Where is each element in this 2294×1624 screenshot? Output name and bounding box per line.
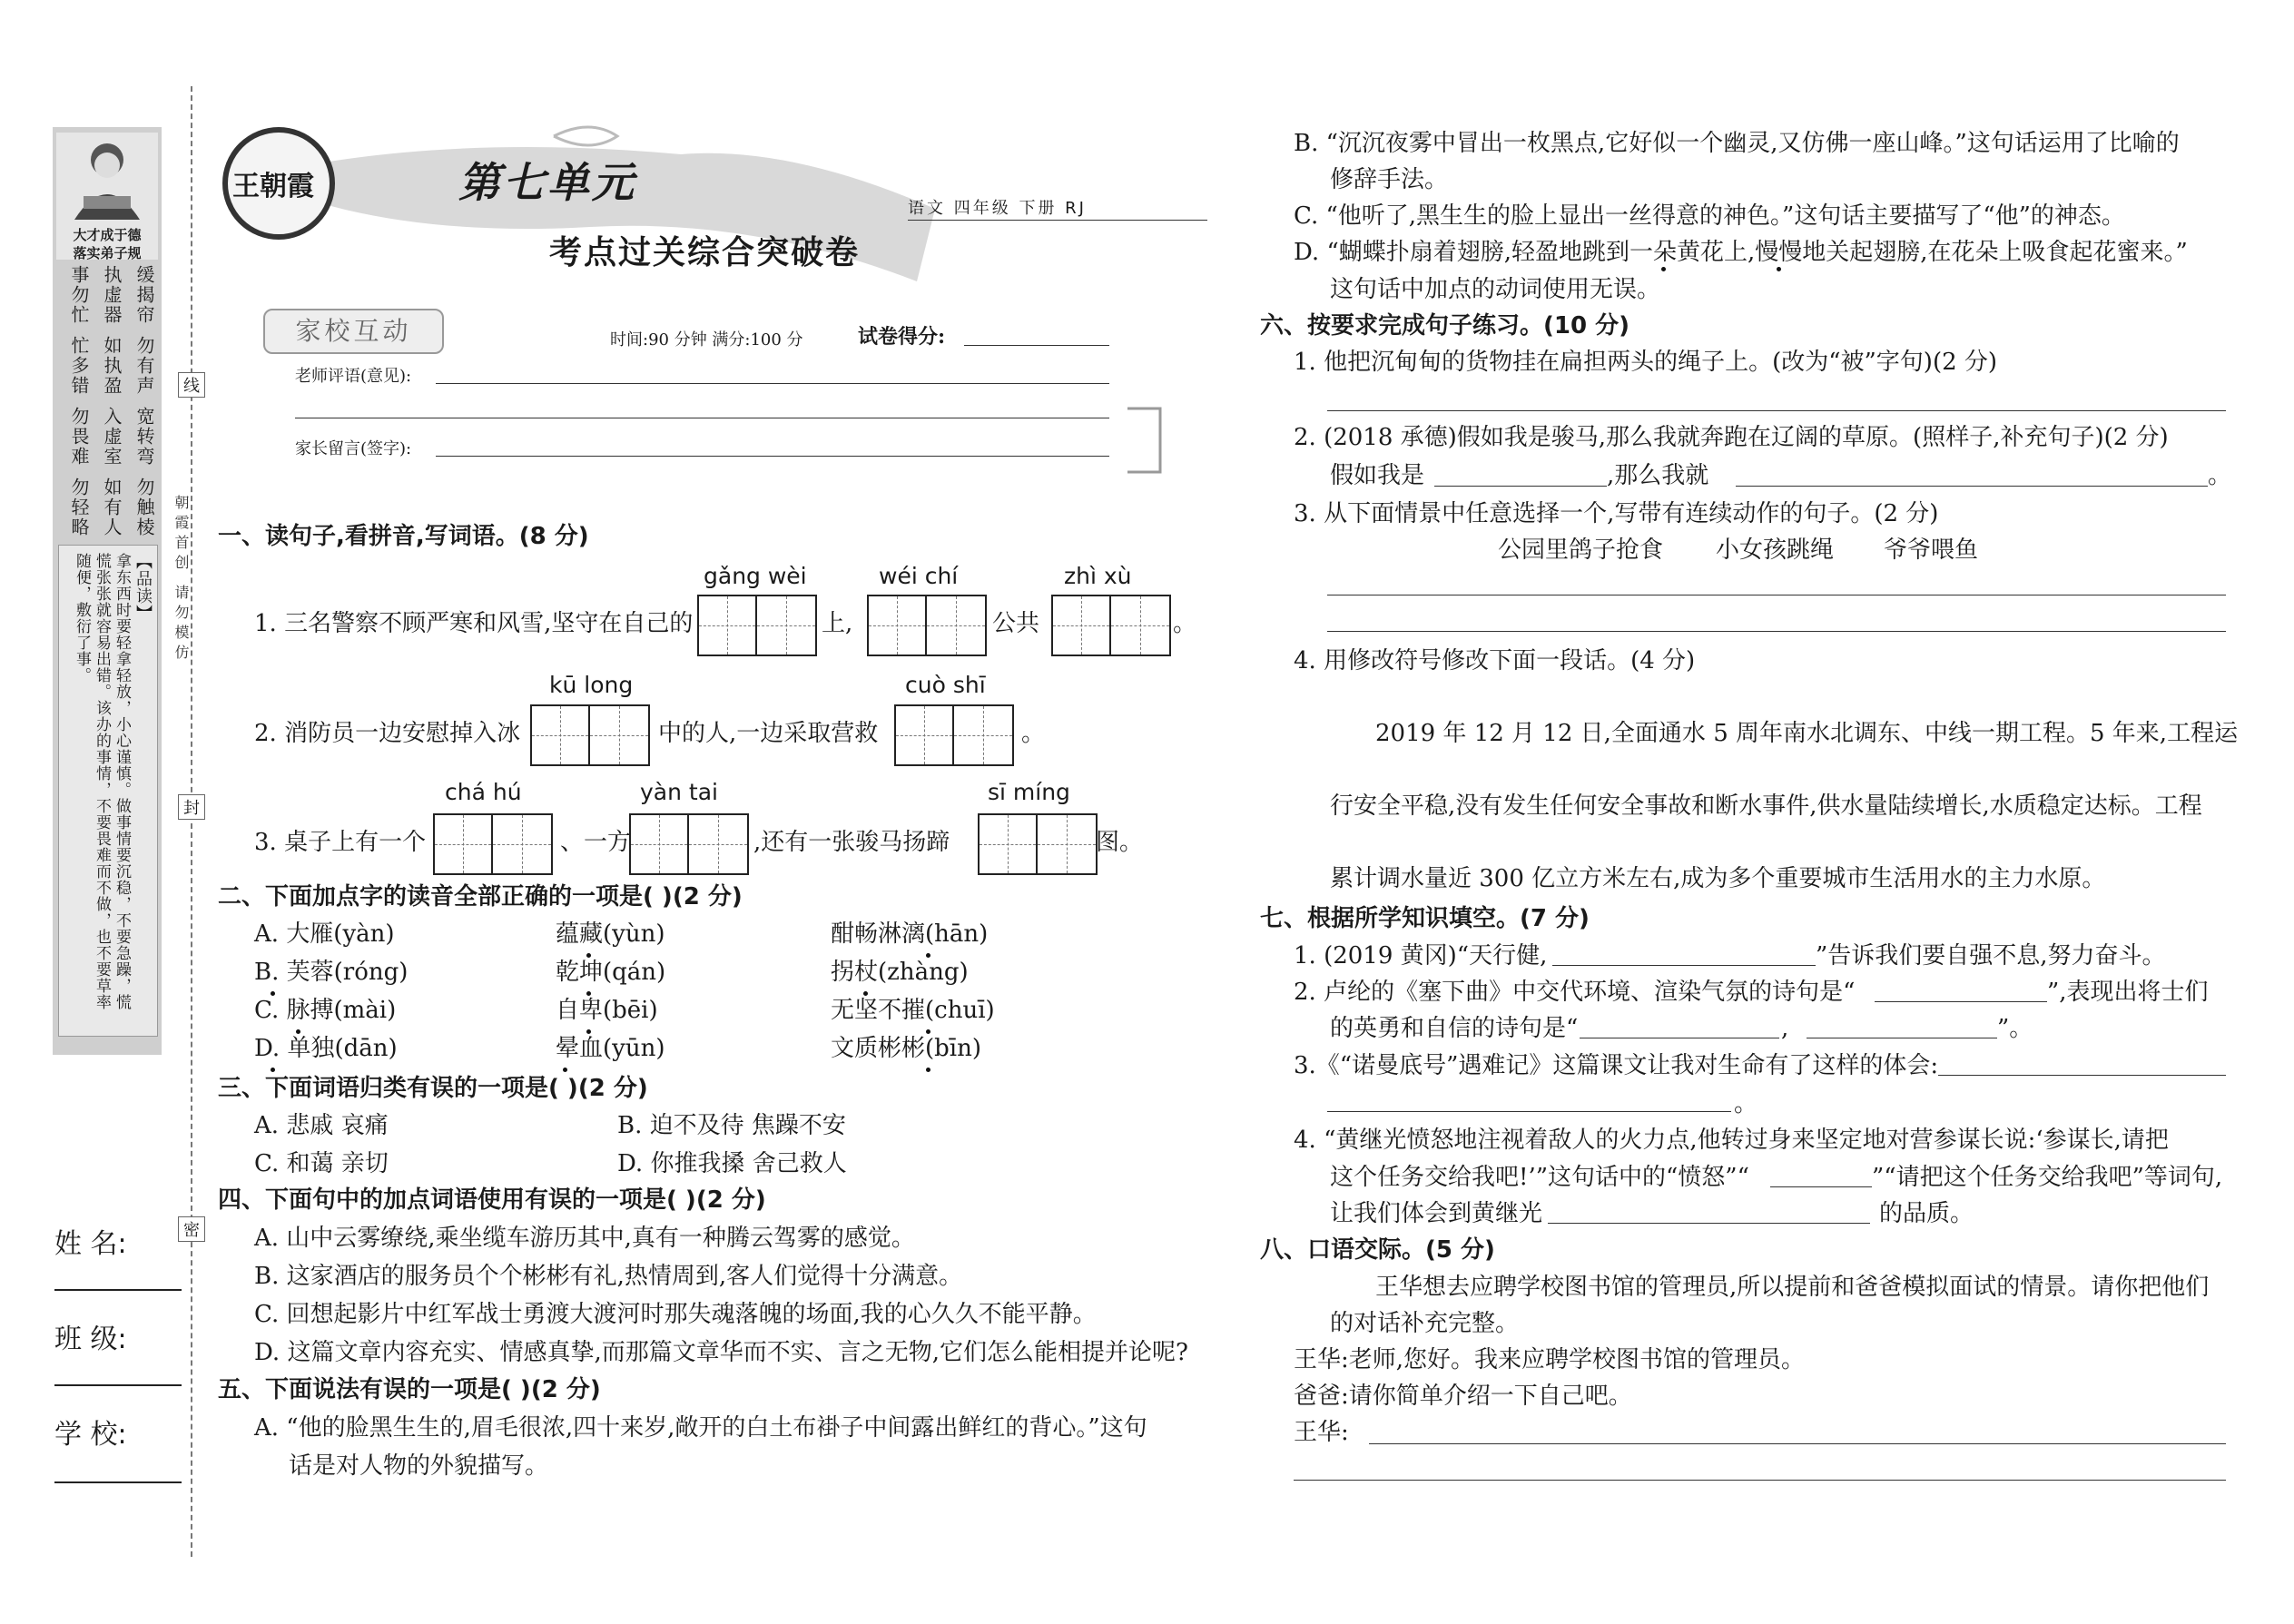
s6-question-2: 2. (2018 承德)假如我是骏马,那么我就奔跑在辽阔的草原。(照样子,补充句子)(2 分) [1294,424,2169,451]
emphasis-dot [563,1068,567,1072]
s7-q4-line-2-suffix: ”“请把这个任务交给我吧”等词句, [1872,1164,2223,1191]
emphasis-dot [926,953,930,958]
s7-q2-prefix: 2. 卢纶的《塞下曲》中交代环境、渲染气氛的诗句是“ [1294,979,1856,1006]
rules-block [58,265,156,537]
q1-text-a: 1. 三名警察不顾严寒和风雪,坚守在自己的 [254,610,694,637]
q1-answer-grid-3[interactable] [1051,595,1171,656]
s4-option-d: D. 这篇文章内容充实、情感真挚,而那篇文章华而不实、言之无物,它们怎么能相提并论呢? [254,1339,1188,1366]
s4-option-c: C. 回想起影片中红军战士勇渡大渡河时那失魂落魄的场面,我的心久久不能平静。 [254,1301,1097,1328]
q3-answer-grid-3[interactable] [978,813,1098,875]
s7-q2-middle: ”,表现出将士们 [2047,979,2209,1006]
s2-option-b-2: 乾坤(qán) [556,959,666,986]
reading-tips-box [58,545,158,1037]
s7-q4-line-3-prefix: 让我们体会到黄继光 [1330,1200,1543,1227]
name-field-line[interactable] [54,1289,182,1291]
emphasis-dot [586,953,591,958]
s3-option-d: D. 你推我搡 舍己救人 [617,1150,847,1177]
q2-pinyin-1: kū long [549,672,634,698]
s2-option-d-2: 晕血(yūn) [556,1035,665,1062]
s2-option-b-3: 拐杖(zhàng) [831,959,969,986]
q1-pinyin-1: gǎng wèi [704,563,807,589]
s8-paragraph-line-2: 的对话补充完整。 [1330,1310,1520,1337]
s2-option-a-1: A. 大雁(yàn) [254,920,395,948]
q3-answer-grid-1[interactable] [433,813,553,875]
q2-text-a: 2. 消防员一边安慰掉入冰 [254,720,521,747]
s7-q2-end: ”。 [1997,1015,2033,1042]
s7-q2-comma: , [1781,1015,1789,1042]
q2-text-c: 。 [1021,720,1046,747]
scholar-icon [56,133,158,223]
emphasis-dot [926,1029,930,1034]
s6-q2-blank-1[interactable] [1434,486,1607,487]
binding-label-feng: 封 [178,794,205,820]
s6-q1-answer-line[interactable] [1327,410,2226,411]
emphasis-dot [586,1029,591,1034]
s7-question-3: 3.《“诺曼底号”遇难记》这篇课文让我对生命有了这样的体会: [1294,1052,1939,1079]
s2-option-c-3: 无坚不摧(chuī) [831,997,995,1024]
s7-q3-end: 。 [1734,1090,1758,1117]
binding-label-xian: 线 [178,372,205,398]
q3-text-b: 、一方 [560,829,632,856]
q2-answer-grid-1[interactable] [530,704,650,766]
s5-option-a-line-2: 话是对人物的外貌描写。 [289,1452,549,1480]
s2-option-a-2: 蕴藏(yùn) [556,920,665,948]
class-field-line[interactable] [54,1384,182,1386]
q3-text-c: ,还有一张骏马扬蹄 [753,829,950,856]
q2-pinyin-2: cuò shī [905,672,986,698]
emphasis-dot [271,1068,275,1072]
s3-option-a: A. 悲戚 哀痛 [254,1112,389,1139]
rule-col-6: 如执盈 [101,336,123,396]
unit-title: 第七单元 [458,158,636,207]
emphasis-dot [296,1029,300,1034]
emphasis-dot [863,991,868,996]
name-field-label: 姓 名: [54,1228,127,1260]
s7-q2-second-prefix: 的英勇和自信的诗句是“ [1330,1015,1579,1042]
s8-dialogue-2: 爸爸:请你简单介绍一下自己吧。 [1294,1383,1632,1410]
s8-dialogue-1: 王华:老师,您好。我来应聘学校图书馆的管理员。 [1294,1346,1806,1373]
s6-question-1: 1. 他把沉甸甸的货物挂在扁担两头的绳子上。(改为“被”字句)(2 分) [1294,349,1998,376]
s7-q1-prefix: 1. (2019 黄冈)“天行健, [1294,942,1548,969]
q2-text-b: 中的人,一边采取营救 [658,720,879,747]
s6-q3-option-1: 公园里鸽子抢食 [1498,536,1664,564]
rule-col-1: 缓揭帘 [133,265,155,325]
exam-info: 时间:90 分钟 满分:100 分 [610,330,803,349]
parent-note-line[interactable] [436,456,1109,457]
rule-col-5: 执虚器 [101,265,123,325]
s8-dialogue-3-label: 王华: [1294,1419,1349,1446]
q3-pinyin-3: sī míng [988,779,1070,805]
publisher-logo-text: 王朝霞 [232,171,314,202]
s5-option-b-line-2: 修辞手法。 [1330,166,1449,193]
s7-q4-blank-2[interactable] [1548,1223,1870,1224]
section-4-title: 四、下面句中的加点词语使用有误的一项是( )(2 分) [218,1186,766,1214]
exam-subtitle: 考点过关综合突破卷 [549,233,861,271]
s6-question-3: 3. 从下面情景中任意选择一个,写带有连续动作的句子。(2 分) [1294,500,1939,527]
motto-line-2: 落实弟子规 [73,245,142,261]
home-school-badge: 家校互动 [263,309,444,354]
s7-q4-line-1: 4. “黄继光愤怒地注视着敌人的火力点,他转过身来坚定地对营参谋长说:‘参谋长,请把 [1294,1127,2169,1154]
section-8-title: 八、口语交际。(5 分) [1260,1236,1495,1264]
section-5-title: 五、下面说法有误的一项是( )(2 分) [218,1376,601,1403]
rule-col-7: 入虚室 [101,407,123,467]
emphasis-dot [926,1068,930,1072]
s6-q3-option-2: 小女孩跳绳 [1716,536,1835,564]
rule-col-12: 勿轻略 [68,477,90,537]
s7-q4-line-2-prefix: 这个任务交给我吧!’”这句话中的“愤怒”“ [1330,1164,1749,1191]
teacher-comment-line-1[interactable] [436,383,1109,384]
class-field-label: 班 级: [54,1324,127,1355]
rule-col-11: 勿畏难 [68,407,90,467]
s7-q3-blank-2[interactable] [1327,1111,1731,1112]
emphasis-dot [586,991,591,996]
rule-col-10: 忙多错 [68,336,90,396]
rule-col-8: 如有人 [101,477,123,537]
tips-body: 拿东西时要轻拿轻放，小心谨慎。做事情要沉稳，不要急躁，慌慌张张就容易出错。该办的事情，不要畏难而不做，也不要草率随便，敷衍了事。 [73,553,131,1010]
s7-q2-blank-1[interactable] [1875,1001,2047,1002]
s5-option-d-line-1: D. “蝴蝶扑扇着翅膀,轻盈地跳到一朵黄花上,慢慢地关起翅膀,在花朵上吸食起花蜜来。” [1294,239,2188,266]
motto-line-1: 大才成于德 [73,227,142,243]
binding-dash-line [191,86,192,1557]
q1-answer-grid-1[interactable] [697,595,817,656]
s2-option-a-3: 酣畅淋漓(hān) [831,920,989,948]
s6-q2-end: 。 [2208,462,2232,489]
score-blank[interactable] [964,345,1109,346]
s2-option-d-1: D. 单独(dān) [254,1035,398,1062]
s2-option-c-2: 自卑(bēi) [556,997,658,1024]
s2-option-d-3: 文质彬彬(bīn) [831,1035,981,1062]
q1-pinyin-2: wéi chí [879,563,959,589]
emphasis-dot [1661,267,1666,271]
rule-col-9: 事勿忙 [68,265,90,325]
teacher-comment-label: 老师评语(意见): [295,367,412,386]
tips-title: 【品读】 [133,553,153,622]
section-3-title: 三、下面词语归类有误的一项是( )(2 分) [218,1075,648,1102]
rule-col-3: 宽转弯 [133,407,155,467]
emphasis-dot [1777,267,1781,271]
school-field-label: 学 校: [54,1419,127,1451]
s8-answer-line-1[interactable] [1369,1443,2226,1444]
copyright-note: 朝霞首创 请勿模仿 [172,495,190,665]
s6-q4-paragraph-line-1: 2019 年 12 月 12 日,全面通水 5 周年南水北调东、中线一期工程。5 年来,工程运 [1375,720,2239,747]
s7-q1-suffix: ”告诉我们要自强不息,努力奋斗。 [1816,942,2166,969]
q1-answer-grid-2[interactable] [867,595,987,656]
s2-option-b-1: B. 芙蓉(róng) [254,959,409,986]
s6-question-4: 4. 用修改符号修改下面一段话。(4 分) [1294,647,1696,674]
binding-label-mi: 密 [178,1216,205,1242]
q3-pinyin-2: yàn tai [640,779,718,805]
s5-option-a-line-1: A. “他的脸黑生生的,眉毛很浓,四十来岁,敞开的白土布褂子中间露出鲜红的背心。”这句 [254,1414,1147,1442]
section-2-title: 二、下面加点字的读音全部正确的一项是( )(2 分) [218,883,743,910]
s5-option-c: C. “他听了,黑生生的脸上显出一丝得意的神色。”这句话主要描写了“他”的神态。 [1294,202,2125,230]
q3-text-d: 图。 [1096,829,1144,856]
s6-q2-blank-2[interactable] [1736,486,2208,487]
q3-pinyin-1: chá hú [445,779,522,805]
s4-option-a: A. 山中云雾缭绕,乘坐缆车游历其中,真有一种腾云驾雾的感觉。 [254,1225,915,1252]
s6-q3-answer-line-2[interactable] [1327,631,2226,632]
ribbon-end-icon [1126,399,1162,481]
q3-answer-grid-2[interactable] [629,813,749,875]
s4-option-b: B. 这家酒店的服务员个个彬彬有礼,热情周到,客人们觉得十分满意。 [254,1263,963,1290]
parent-note-label: 家长留言(签字): [295,439,412,458]
s7-q4-line-3-suffix: 的品质。 [1879,1200,1974,1227]
q3-text-a: 3. 桌子上有一个 [254,829,427,856]
s7-q1-blank[interactable] [1552,965,1816,966]
s8-answer-line-2[interactable] [1294,1480,2226,1481]
s3-option-b: B. 迫不及待 焦躁不安 [617,1112,846,1139]
emphasis-dot [271,991,275,996]
s6-q2-middle: ,那么我就 [1607,462,1709,489]
s5-option-b-line-1: B. “沉沉夜雾中冒出一枚黑点,它好似一个幽灵,又仿佛一座山峰。”这句话运用了比喻的 [1294,130,2180,157]
s5-option-d-line-2: 这句话中加点的动词使用无误。 [1330,276,1661,303]
s7-q3-blank-1[interactable] [1938,1075,2226,1076]
meta-underline [908,220,1207,221]
q1-text-d: 。 [1173,610,1197,637]
score-label: 试卷得分: [858,325,946,349]
s6-q3-option-3: 爷爷喂鱼 [1884,536,1979,564]
section-6-title: 六、按要求完成句子练习。(10 分) [1260,312,1629,340]
section-7-title: 七、根据所学知识填空。(7 分) [1260,905,1590,932]
s8-paragraph-line-1: 王华想去应聘学校图书馆的管理员,所以提前和爸爸模拟面试的情景。请你把他们 [1375,1274,2210,1301]
q2-answer-grid-2[interactable] [894,704,1014,766]
s6-q4-paragraph-line-2: 行安全平稳,没有发生任何安全事故和断水事件,供水量陆续增长,水质稳定达标。工程 [1330,792,2202,820]
rule-col-2: 勿有声 [133,336,155,396]
s3-option-c: C. 和蔼 亲切 [254,1150,389,1177]
s7-q4-blank-1[interactable] [1770,1186,1872,1187]
grade-meta: 语文 四年级 下册 RJ [908,199,1087,218]
q1-text-c: 公共 [992,610,1040,637]
school-field-line[interactable] [54,1481,182,1483]
q1-pinyin-3: zhì xù [1064,563,1132,589]
s2-option-c-1: C. 脉搏(mài) [254,997,397,1024]
section-1-title: 一、读句子,看拼音,写词语。(8 分) [218,523,589,550]
q1-text-b: 上, [822,610,853,637]
rule-col-4: 勿触棱 [133,477,155,537]
s6-q4-paragraph-line-3: 累计调水量近 300 亿立方米左右,成为多个重要城市生活用水的主力水原。 [1330,865,2106,892]
s6-q2-prefix: 假如我是 [1330,462,1425,489]
